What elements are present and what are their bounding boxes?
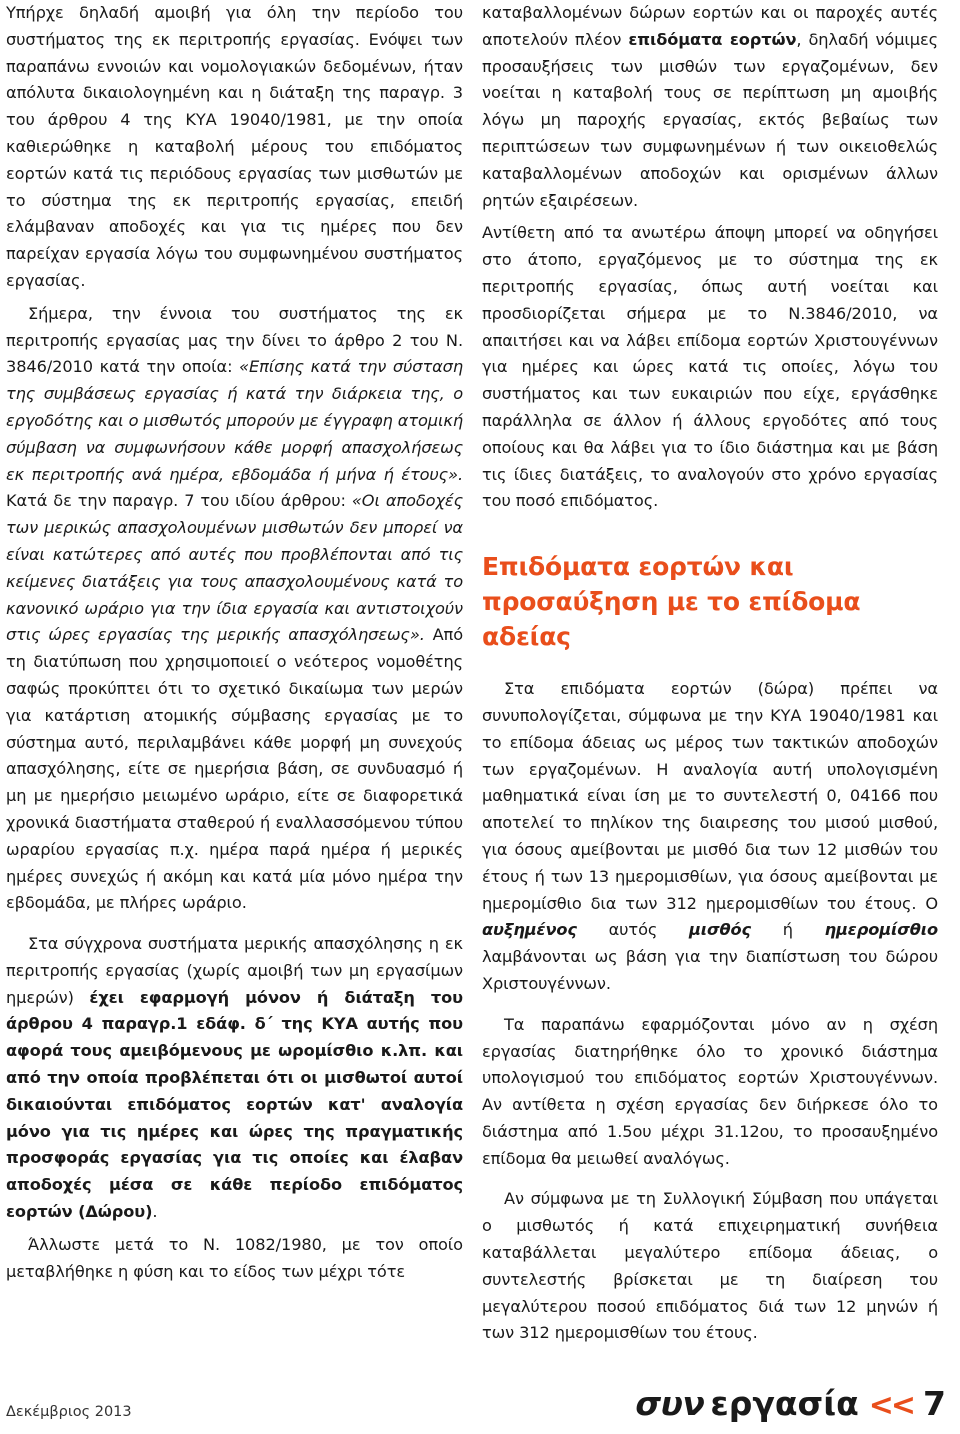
quote-text: «Επίσης κατά την σύσταση της συμβάσεως εργασίας ή κατά την διάρκεια της, ο εργοδότης και ο μισθωτός μπορούν με έγγραφη ατομική σύμβαση να συμφωνήσουν κάθε μορφή απασχολήσεως εκ περιτροπής ανά ημέρα, εβδομάδα ή μήνα ή έτους».	[6, 357, 463, 484]
text-run: .	[152, 1202, 158, 1222]
left-column	[6, 0, 463, 1285]
section-heading: Επιδόματα εορτών και προσαύξηση με το επίδομα αδείας	[482, 552, 861, 652]
bold-text: έχει εφαρμογή μόνον ή διάταξη του άρθρου 4 παραγρ.1 εδάφ. δ΄ της ΚΥΑ αυτής που αφορά τους αμειβόμενους με ωρομίσθιο κ.λπ. και από την οποία προβλέπεται ότι οι μισθωτοί αυτοί δικαιούνται επιδόματος εορτών κατ' αναλογία μόνο για τις ημέρες και ώρες της πραγματικής προσφοράς εργασίας για τις οποίες και έλαβαν αποδοχές μέσα σε κάθε περίοδο επιδόματος εορτών (Δώρου)	[6, 987, 463, 1222]
double-chevron-left-icon: <<	[868, 1388, 914, 1423]
bold-italic-text: αυξημένος	[482, 920, 577, 940]
bold-italic-text: μισθός	[688, 920, 752, 940]
text-run: λαμβάνονται ως βάση για την διαπίστωση του δώρου Χριστουγέννων.	[482, 947, 938, 993]
quote-text: «Οι αποδοχές των μερικώς απασχολουμένων μισθωτών δεν μπορεί να είναι κατώτερες από αυτές που προβλέπονται από τις κείμενες διατάξεις για τους απασχολουμένους κατά το κανονικό ωράριο για την ίδια εργασία και αντιστοιχούν στις ώρες εργασίας της μερικής απασχόλησεως».	[6, 491, 463, 645]
text-run: καταβαλλομένων δώρων εορτών και οι παροχές αυτές αποτελούν πλέον	[482, 3, 938, 49]
text-run: ή	[751, 920, 825, 940]
paragraph	[482, 0, 938, 214]
text-run: αυτός	[576, 920, 689, 940]
paragraph: Υπήρχε δηλαδή αμοιβή για όλη την περίοδο του συστήματος της εκ περιτροπής εργασίας. Ενόψει των παραπάνω εννοιών και νομολογιακών δεδομένων, ήταν απόλυτα δικαιολογημένη και η διάταξη της παραγρ. 3 του άρθρου 4 της ΚΥΑ 19040/1981, με την οποία καθιερώθηκε η καταβολή μέρους του επιδόματος εορτών κατά τις περιόδους εργασίας των μισθωτών με το σύστημα της εκ περιτροπής εργασίας, επειδή ελάμβαναν αποδοχές και για τις ημέρες που δεν παρείχαν εργασία λόγω του συμφωνημένου συστήματος εργασίας.	[6, 3, 463, 290]
brand-ergasia: εργασία	[710, 1384, 859, 1423]
text-run: Στα επιδόματα εορτών (δώρα) πρέπει να συνυπολογίζεται, σύμφωνα με την ΚΥΑ 19040/1981 και το επίδομα άδειας ως μέρος των τακτικών αποδοχών των εργαζομένων. Η αναλογία αυτή υπολογισμένη μαθηματικά είναι ίση με το συντελεστή 0, 04166 που αποτελεί το πηλίκον της διαιρεσης του μισού μισθού, για όσους αμείβονται με μισθό δια των 12 μισθών του έτους ή των 13 ημερομισθίων, για όσους αμείβονται με ημερομίσθιο δια των 312 ημερομισθίων του έτους. Ο	[482, 679, 938, 913]
bold-italic-text: ημερομίσθιο	[824, 920, 938, 940]
paragraph: Άλλωστε μετά το Ν. 1082/1980, με τον οποίο μεταβλήθηκε η φύση και το είδος των μέχρι τότε	[6, 1234, 463, 1281]
bold-text: επιδόματα εορτών	[628, 29, 797, 49]
paragraph: Αντίθετη από τα ανωτέρω άποψη μπορεί να οδηγήσει στο άτοπο, εργαζόμενος με το σύστημα της εκ περιτροπής εργασίας, όπως αυτή νοείται και προσδιορίζεται σήμερα με το Ν.3846/2010, να απαιτήσει και να λάβει επίδομα εορτών Χριστουγέννων για ημέρες και ώρες κατά τις οποίες, λόγω του συστήματος και των ευκαιριών που είχε, εργάσθηκε παράλληλα σε άλλον ή άλλους εργοδότες από τους οποίους και θα λάβει για το ίδιο διάστημα και με βάση τις ίδιες διατάξεις, το αναλογούν στο χρόνο εργασίας του ποσό επιδόματος.	[482, 223, 938, 511]
text-run: , δηλαδή νόμιμες προσαυξήσεις των μισθών των εργαζομένων, δεν νοείται η καταβολή τους σε περίπτωση μη αμοιβής λόγω μη παροχής εργασίας, εκτός βεβαίως των περιπτώσεων των συμφωνημένων ή των οικειοθελώς καταβαλλομένων αποδοχών και ορισμένων άλλων ρητών εξαιρέσεων.	[482, 29, 939, 210]
page-number: 7	[923, 1384, 946, 1423]
text-run: Κατά δε την παραγρ. 7 του ιδίου άρθρου:	[6, 491, 352, 511]
text-run: Σήμερα, την έννοια του συστήματος της εκ περιτροπής εργασίας μας την δίνει το άρθρο 2 του Ν. 3846/2010 κατά την οποία:	[6, 303, 463, 377]
magazine-brand	[635, 1384, 946, 1423]
brand-syn: συν	[635, 1384, 705, 1423]
paragraph	[482, 676, 938, 998]
issue-date: Δεκέμβριος 2013	[6, 1404, 132, 1420]
paragraph	[6, 301, 463, 917]
paragraph	[6, 931, 463, 1226]
text-run: Στα σύγχρονα συστήματα μερικής απασχόλησης η εκ περιτροπής εργασίας (χωρίς αμοιβή των μη εργασίμων ημερών)	[6, 934, 463, 1007]
paragraph: Τα παραπάνω εφαρμόζονται μόνο αν η σχέση εργασίας διατηρήθηκε όλο το χρονικό διάστημα υπολογισμού του επιδόματος εορτών Χριστουγέννων. Αν αντίθετα η σχέση εργασίας δεν διήρκεσε όλο το διάστημα από 1.5ου μέχρι 31.12ου, το προσαυξημένο επίδομα θα μειωθεί αναλόγως.	[482, 1014, 938, 1168]
right-column	[482, 0, 938, 1347]
paragraph: Αν σύμφωνα με τη Συλλογική Σύμβαση που υπάγεται ο μισθωτός ή κατά επιχειρηματική συνήθεια καταβάλλεται μεγαλύτερο επίδομα άδειας, ο συντελεστής βρίσκεται με τη διαίρεση του μεγαλύτερου ποσού επιδόματος διά των 12 μηνών ή των 312 ημερομισθίων του έτους.	[482, 1189, 938, 1343]
text-run: Από τη διατύπωση που χρησιμοποιεί ο νεότερος νομοθέτης σαφώς προκύπτει ότι το σχετικό δικαίωμα των μερών για κατάρτιση ατομικής σύμβασης εργασίας με το σύστημα αυτό, περιλαμβάνει κάθε μορφή μη συνεχούς απασχόλησης, είτε σε ημερήσια βάση, σε συνδυασμό ή μη με ημερήσιο μειωμένο ωράριο, είτε σε διαφορετικά χρονικά διαστήματα σταθερού ή εναλλασσόμενου τύπου ωραρίου εργασίας π.χ. ημέρα παρά ημέρα ή μερικές ημέρες συνεχώς ή ακόμη και κατά μία μόνο ημέρα την εβδομάδα, με πλήρες ωράριο.	[6, 625, 463, 913]
